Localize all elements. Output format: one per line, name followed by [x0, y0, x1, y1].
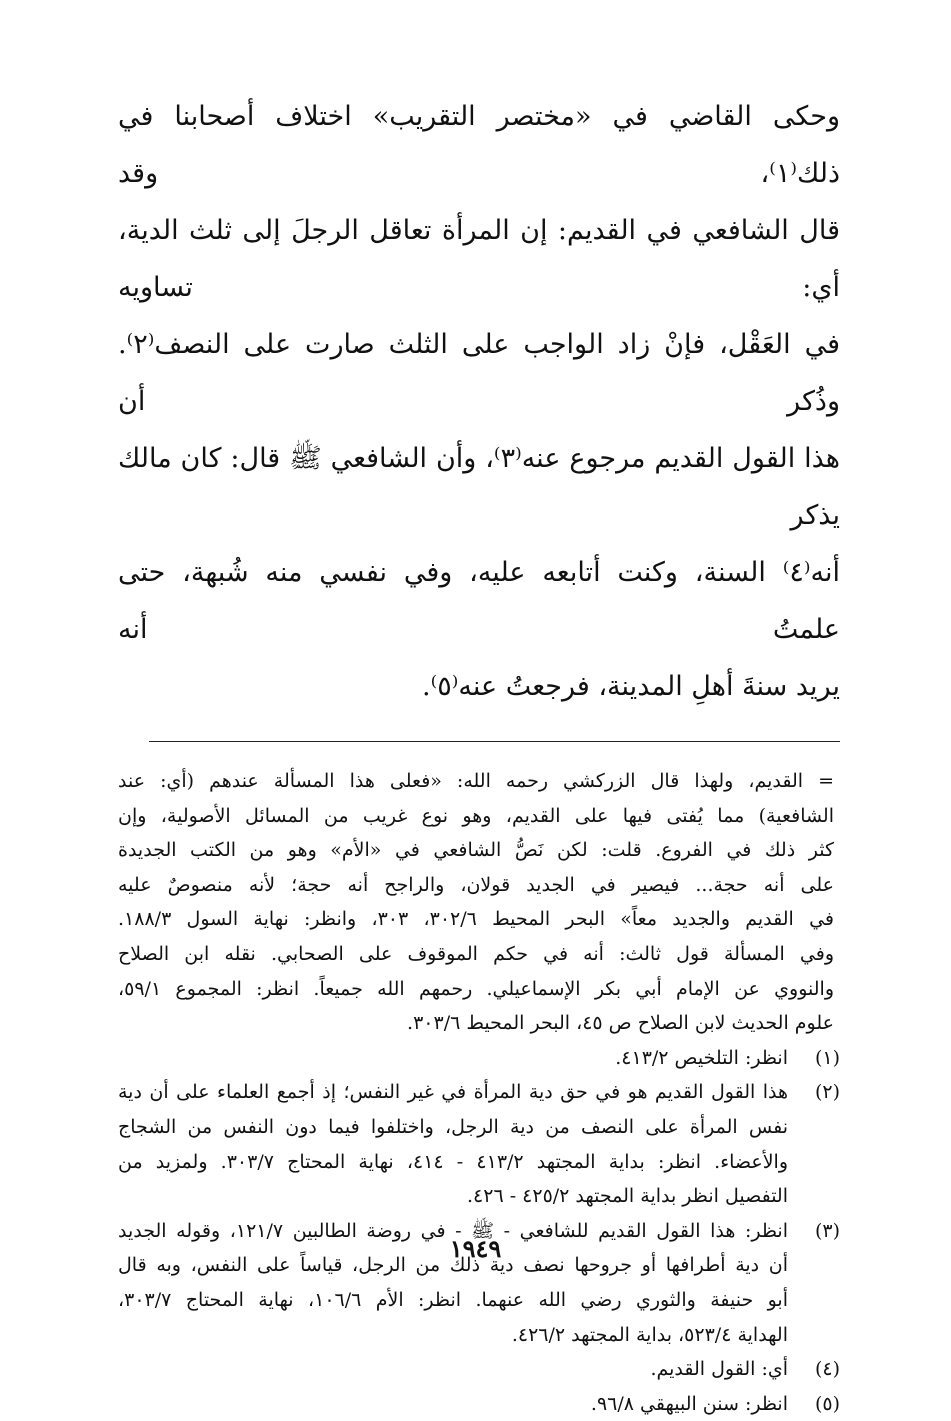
footnote-line: والنووي عن الإمام أبي بكر الإسماعيلي. رحمهم الله جميعاً. انظر: المجموع ٥٩/١،: [118, 977, 834, 1000]
footnote-line: انظر: سنن البيهقي ٩٦/٨.: [590, 1392, 788, 1415]
footnote-line: التفصيل انظر بداية المجتهد ٤٢٥/٢ - ٤٢٦.: [466, 1185, 788, 1208]
main-text-line: يريد سنةَ أهلِ المدينة، فرجعتُ عنه⁽٥⁾.: [422, 671, 840, 702]
main-text-line: قال الشافعي في القديم: إن المرأة تعاقل الرجلَ إلى ثلث الدية، أي: تساويه: [118, 215, 840, 303]
footnote-body: [118, 1041, 788, 1076]
footnotes: [118, 764, 840, 1421]
main-text-line: أنه⁽٤⁾ السنة، وكنت أتابعه عليه، وفي نفسي منه شُبهة، حتى علمتُ أنه: [118, 557, 840, 645]
main-text: [118, 88, 840, 715]
footnote-continuation: [118, 764, 834, 1041]
footnote-body: [118, 1352, 788, 1387]
footnote-line: على أنه حجة... فيصير في الجديد قولان، والراجح أنه حجة؛ لأنه منصوصٌ عليه: [118, 873, 834, 896]
footnote-line: أن دية أطرافها أو جروحها نصف دية ذلك من الرجل، قياساً على النفس، وبه قال: [118, 1254, 788, 1277]
footnote-2: [118, 1075, 840, 1213]
main-text-line: في العَقْل، فإنْ زاد الواجب على الثلث صارت على النصف⁽٢⁾. وذُكر أن: [118, 329, 840, 417]
footnote-line: في القديم والجديد معاً» البحر المحيط ٣٠٢/٦، ٣٠٣، وانظر: نهاية السول ١٨٨/٣.: [118, 908, 834, 931]
footnote-line: الشافعية) مما يُفتى فيها على القديم، وهو نوع غريب من المسائل الأصولية، وإن: [118, 804, 834, 827]
footnote-body: [118, 1075, 788, 1213]
footnote-line: هذا القول القديم هو في حق دية المرأة في غير النفس؛ إذ أجمع العلماء على أن دية: [118, 1081, 788, 1104]
footnote-line: أبو حنيفة والثوري رضي الله عنهما. انظر: الأم ١٠٦/٦، نهاية المحتاج ٣٠٣/٧،: [118, 1288, 788, 1311]
main-text-line: وحكى القاضي في «مختصر التقريب» اختلاف أصحابنا في ذلك⁽١⁾، وقد: [118, 101, 840, 189]
page-number: ١٩٤٩: [449, 1234, 502, 1263]
footnote-number: (٥): [814, 1392, 840, 1415]
footnote-line: انظر: التلخيص ٤١٣/٢.: [615, 1046, 788, 1069]
main-text-line: هذا القول القديم مرجوع عنه⁽٣⁾، وأن الشافعي ﷺ قال: كان مالك يذكر: [118, 443, 841, 531]
footnote-line: أي: القول القديم.: [650, 1358, 788, 1381]
footnote-line: علوم الحديث لابن الصلاح ص ٤٥، البحر المحيط ٣٠٣/٦.: [407, 1012, 834, 1035]
footnote-4: [118, 1352, 840, 1387]
footnote-body: [118, 1387, 788, 1421]
footnote-line: الهداية ٥٢٣/٤، بداية المجتهد ٤٢٦/٢.: [511, 1323, 788, 1346]
footnote-line: نفس المرأة على النصف من دية الرجل، واختلفوا فيما دون النفس من الشجاج: [118, 1115, 788, 1138]
footnote-line: وفي المسألة قول ثالث: أنه في حكم الموقوف على الصحابي. نقله ابن الصلاح: [118, 942, 834, 965]
footnote-1: [118, 1041, 840, 1076]
footnote-number: (٣): [814, 1219, 840, 1242]
footnote-line: = القديم، ولهذا قال الزركشي رحمه الله: «فعلى هذا المسألة عندهم (أي: عند: [118, 770, 834, 792]
footnote-line: كثر ذلك في الفروع. قلت: لكن نَصُّ الشافعي في «الأم» وهو من الكتب الجديدة: [118, 839, 834, 862]
footnote-line: انظر: هذا القول القديم للشافعي - ﷺ - في روضة الطالبين ١٢١/٧، وقوله الجديد: [118, 1219, 789, 1242]
page: [118, 88, 840, 1421]
footnote-number: (٤): [814, 1358, 840, 1381]
footnote-separator: [149, 741, 840, 742]
footnote-number: (٢): [814, 1081, 840, 1104]
footnote-line: والأعضاء. انظر: بداية المجتهد ٤١٣/٢ - ٤١٤، نهاية المحتاج ٣٠٣/٧. ولمزيد من: [118, 1150, 789, 1173]
footnote-number: (١): [814, 1046, 840, 1069]
footnote-5: [118, 1387, 840, 1421]
